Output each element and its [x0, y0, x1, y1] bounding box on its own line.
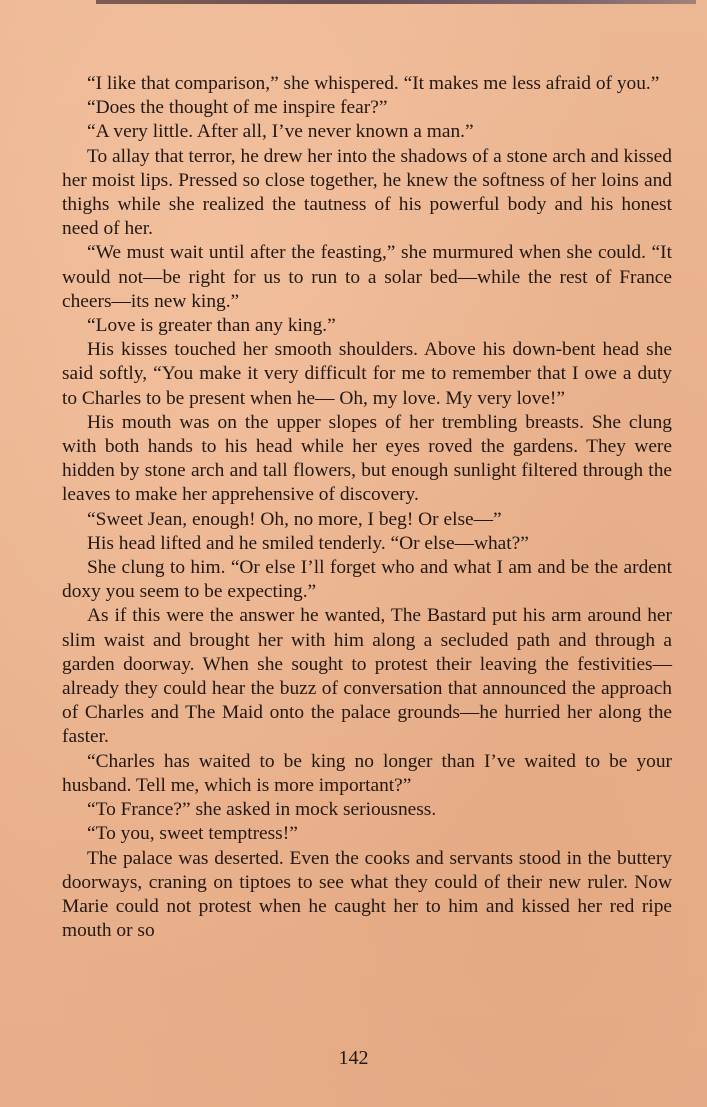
- page-number: 142: [338, 1047, 369, 1069]
- page-top-edge: [96, 0, 696, 4]
- paragraph: “A very little. After all, I’ve never known a man.”: [87, 121, 474, 143]
- paragraph: “Love is greater than any king.”: [87, 315, 336, 337]
- paragraph: His head lifted and he smiled tenderly. “Or else—what?”: [87, 532, 529, 554]
- paragraph: His mouth was on the upper slopes of her trembling breasts. She clung with both hands to his head while her eyes roved the gardens. They were hidden by stone arch and tall flowers, but enough sunlight filtered through the leaves to make her apprehensive of discovery.: [62, 411, 672, 506]
- paragraph: “To you, sweet temptress!”: [87, 823, 298, 845]
- paragraph: As if this were the answer he wanted, The Bastard put his arm around her slim waist and brought her with him along a secluded path and through a garden doorway. When she sought to protest their leaving the festivities—already they could hear the buzz of conversation that announced the approach of Charles and The Maid onto the palace grounds—he hurried her along the faster.: [62, 605, 672, 748]
- paragraph: The palace was deserted. Even the cooks and servants stood in the buttery doorways, craning on tiptoes to see what they could of their new ruler. Now Marie could not protest when he caught her to him and kissed her red ripe mouth or so: [62, 847, 672, 942]
- paragraph: “Charles has waited to be king no longer than I’ve waited to be your husband. Tell me, which is more important?”: [62, 750, 672, 796]
- paragraph: “To France?” she asked in mock seriousness.: [87, 799, 437, 821]
- paragraph: To allay that terror, he drew her into the shadows of a stone arch and kissed her moist lips. Pressed so close together, he knew the softness of her loins and thighs while she realized the tautness of his powerful body and his honest need of her.: [62, 145, 672, 240]
- paragraph: “We must wait until after the feasting,” she murmured when she could. “It would not—be right for us to run to a solar bed—while the rest of France cheers—its new king.”: [62, 242, 672, 312]
- paragraph: “Does the thought of me inspire fear?”: [87, 97, 388, 119]
- paragraph: She clung to him. “Or else I’ll forget who and what I am and be the ardent doxy you seem to be expecting.”: [62, 557, 672, 603]
- paragraph: “I like that comparison,” she whispered. “It makes me less afraid of you.”: [87, 73, 660, 94]
- body-text: [62, 72, 672, 943]
- paragraph: “Sweet Jean, enough! Oh, no more, I beg! Or else—”: [87, 508, 502, 530]
- paragraph: His kisses touched her smooth shoulders. Above his down-bent head she said softly, “You make it very difficult for me to remember that I owe a duty to Charles to be present when he— Oh, my love. My very love!”: [62, 339, 672, 409]
